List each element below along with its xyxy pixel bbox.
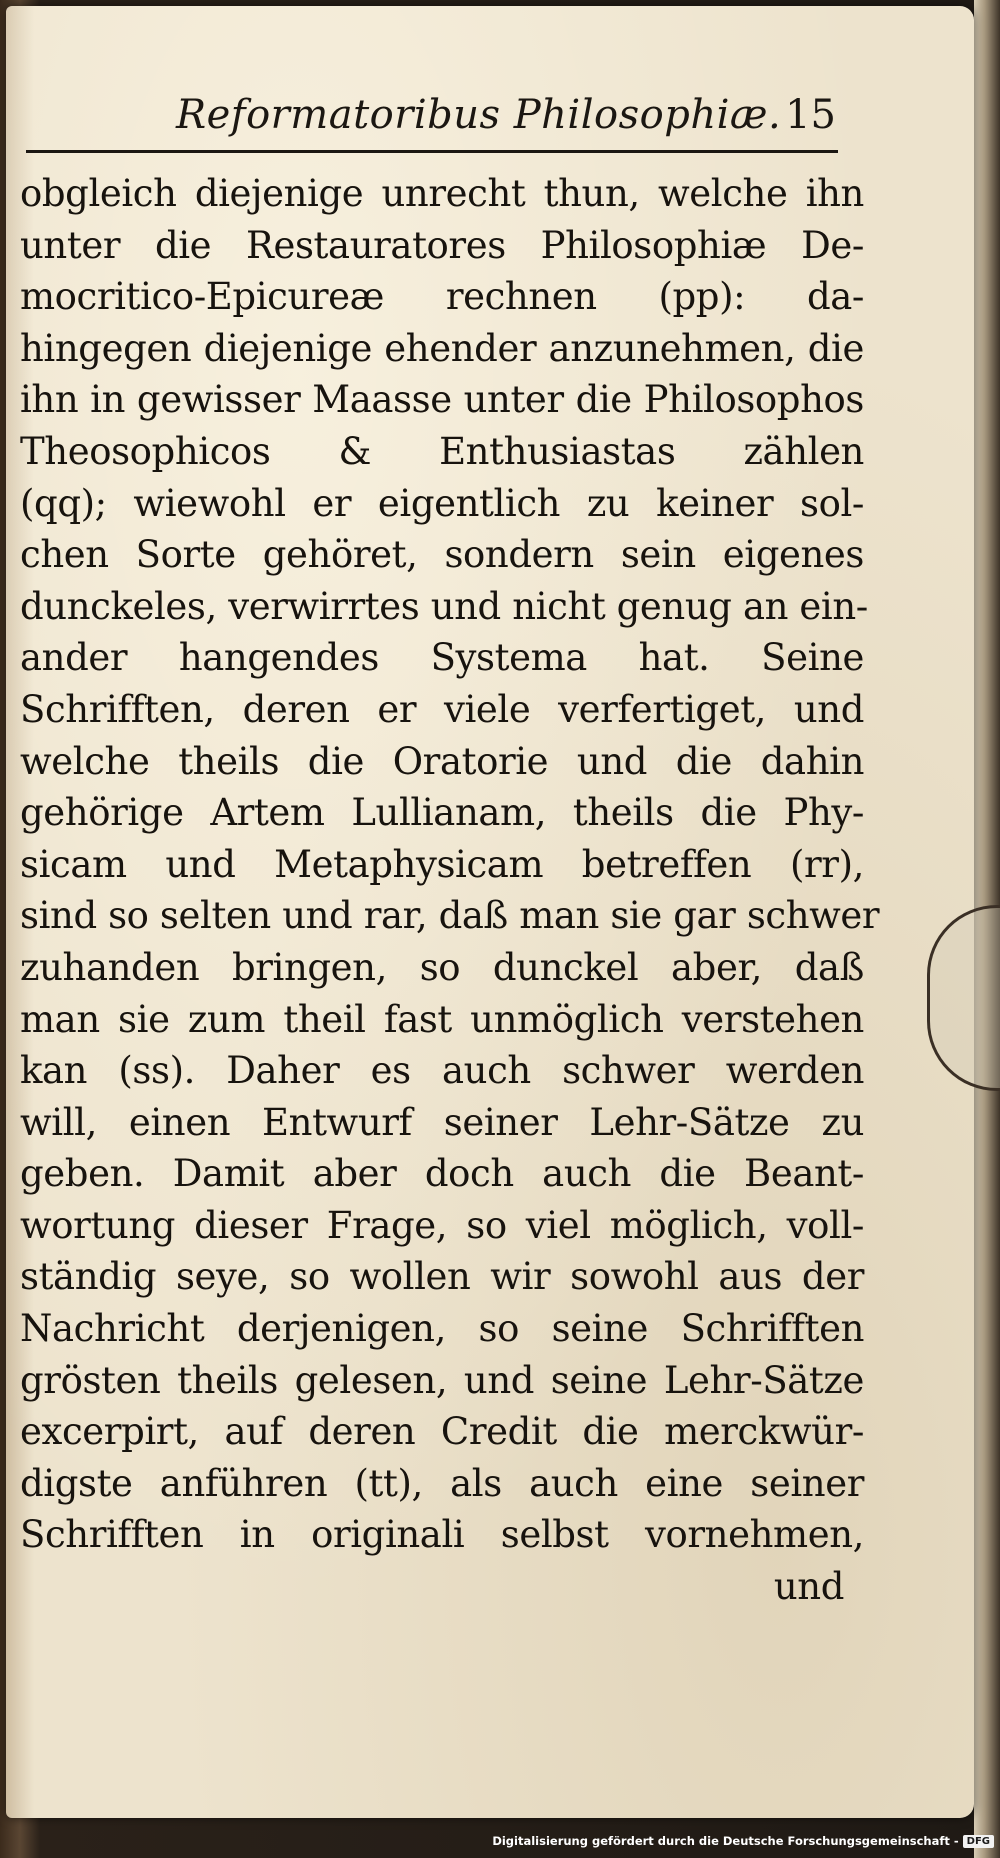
text-line: digste anführen (tt), als auch eine seiner [20, 1461, 864, 1505]
text-line: kan (ss). Daher es auch schwer werden [20, 1049, 864, 1093]
dfg-logo: DFG [963, 1835, 994, 1848]
running-title: Reformatoribus Philosophiæ. [176, 92, 782, 138]
text-line: ihn in gewisser Maasse unter die Philosophos [20, 378, 864, 422]
text-line: hingegen diejenige ehender anzunehmen, die [20, 326, 864, 370]
text-line: grösten theils gelesen, und seine Lehr-Sätze [20, 1358, 864, 1402]
text-line: chen Sorte gehöret, sondern sein eigenes [20, 533, 864, 577]
text-line: Schrifften in originali selbst vornehmen, [20, 1513, 864, 1557]
text-line: will, einen Entwurf seiner Lehr-Sätze zu [20, 1100, 864, 1144]
text-line: man sie zum theil fast unmöglich verstehen [20, 997, 864, 1041]
text-line: ständig seye, so wollen wir sowohl aus der [20, 1255, 864, 1299]
text-line: Theosophicos & Enthusiastas zählen [20, 429, 864, 473]
text-line: welche theils die Oratorie und die dahin [20, 739, 864, 783]
body-text [20, 168, 880, 1613]
text-line: (qq); wiewohl er eigentlich zu keiner sol- [20, 481, 864, 525]
text-line: obgleich diejenige unrecht thun, welche ihn [20, 172, 864, 215]
text-line: gehörige Artem Lullianam, theils die Phy- [20, 791, 864, 835]
text-line: excerpirt, auf deren Credit die merckwür- [20, 1410, 864, 1454]
text-line: geben. Damit aber doch auch die Beant- [20, 1152, 864, 1196]
credit-text: Digitalisierung gefördert durch die Deutsche Forschungsgemeinschaft - [492, 1834, 959, 1848]
text-line: sind so selten und rar, daß man sie gar schwer [20, 894, 880, 938]
text-line: sicam und Metaphysicam betreffen (rr), [20, 842, 864, 886]
text-line: zuhanden bringen, so dunckel aber, daß [20, 945, 864, 989]
header-rule [26, 150, 838, 153]
text-line: Nachricht derjenigen, so seine Schrifften [20, 1307, 864, 1351]
text-line: unter die Restauratores Philosophiæ De- [20, 223, 864, 267]
page-header [26, 92, 866, 152]
text-line: wortung dieser Frage, so viel möglich, voll- [20, 1203, 864, 1247]
page-number: 15 [785, 92, 836, 138]
text-line: ander hangendes Systema hat. Seine [20, 636, 864, 680]
text-line: mocritico-Epicureæ rechnen (pp): da- [20, 275, 864, 319]
text-line: dunckeles, verwirrtes und nicht genug an ein- [20, 584, 868, 628]
catchword: und [773, 1565, 844, 1609]
digitization-credit [492, 1830, 994, 1852]
text-line: Schrifften, deren er viele verfertiget, und [20, 687, 864, 731]
